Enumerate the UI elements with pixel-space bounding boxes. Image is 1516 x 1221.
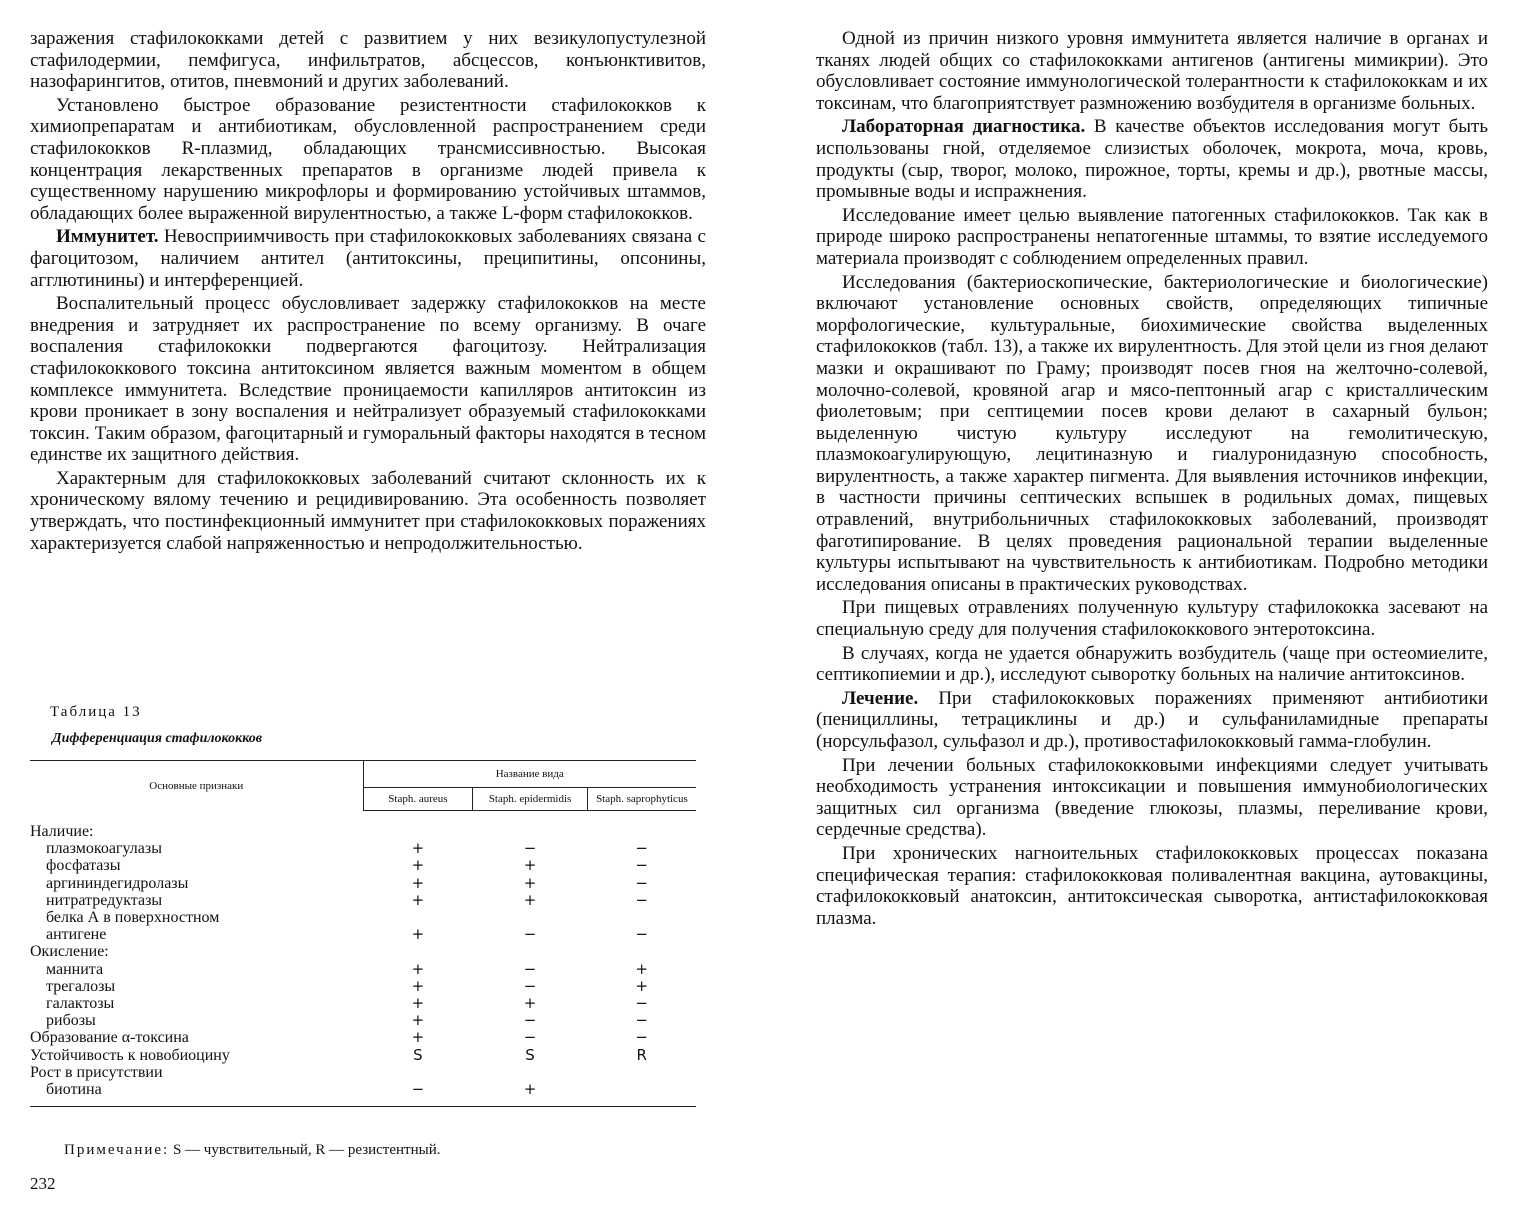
cell-value xyxy=(363,1064,473,1081)
cell-value: + xyxy=(635,959,648,978)
row-label: галактозы xyxy=(46,995,115,1013)
paragraph xyxy=(30,226,706,291)
section-heading: Иммунитет. xyxy=(56,226,159,248)
cell-value: + xyxy=(411,1011,425,1030)
row-label: фосфатазы xyxy=(46,857,121,875)
section-heading: Лабораторная диагностика. xyxy=(842,116,1086,138)
row-label: маннита xyxy=(46,960,104,978)
table-row xyxy=(30,909,696,926)
table-row xyxy=(30,840,696,857)
row-label: белка А в поверхностном xyxy=(46,909,220,927)
paragraph-text: При стафилококковых поражениях применяют антибиотики (пенициллины, тетрациклины и др.) и сульфаниламидные препараты (норсульфазол, сульфазол и др.), противостафилококковый гамма-глобулин. xyxy=(816,687,1488,752)
cell-value: + xyxy=(523,890,537,909)
left-page-text xyxy=(30,28,706,554)
cell-value: R xyxy=(636,1045,647,1064)
cell-value: − xyxy=(523,976,537,995)
cell-value: − xyxy=(523,1011,537,1030)
table-note xyxy=(64,1142,440,1159)
table-title: Дифференциация стафилококков xyxy=(52,731,263,746)
table-row xyxy=(30,892,696,909)
cell-value: S xyxy=(413,1045,423,1064)
paragraph: В случаях, когда не удается обнаружить возбудитель (чаще при остеомиелите, септикопиемии и др.), исследуют сыворотку больных на наличие антитоксинов. xyxy=(816,642,1488,686)
paragraph: Исследование имеет целью выявление патогенных стафилококков. Так как в природе широко распространены непатогенные штаммы, то взятие исследуемого материала производят с соблюдением определенных правил. xyxy=(816,204,1488,269)
header-group: Название вида xyxy=(363,761,696,788)
row-label: Рост в присутствии xyxy=(30,1063,163,1081)
row-label: биотина xyxy=(30,1081,363,1107)
paragraph-text: Невосприимчивость при стафилококковых заболеваниях связана с фагоцитозом, наличием антител (антитоксины, преципитины, опсонины, агглютинины) и интерференцией. xyxy=(30,226,706,291)
paragraph xyxy=(816,688,1488,753)
cell-value xyxy=(587,823,696,840)
paragraph: заражения стафилококками детей с развитием у них везикулопустулезной стафилодермии, пемфигуса, инфильтратов, абсцессов, конъюнктивитов, назофарингитов, отитов, пневмоний и других заболеваний. xyxy=(30,28,706,93)
paragraph: При пищевых отравлениях полученную культуру стафилококка засевают на специальную среду для получения стафилококкового энтеротоксина. xyxy=(816,597,1488,641)
table-row xyxy=(30,1064,696,1081)
row-label: Наличие: xyxy=(30,823,94,840)
table-row xyxy=(30,823,696,840)
paragraph: Характерным для стафилококковых заболеваний считают склонность их к хроническому вялому течению и рецидивированию. Эта особенность позволяет утверждать, что постинфекционный иммунитет при стафилококковых поражениях характеризуется слабой напряженностью и непродолжительностью. xyxy=(30,467,706,554)
cell-value xyxy=(473,943,588,960)
header-species: Staph. epidermidis xyxy=(473,788,588,811)
table-row xyxy=(30,857,696,874)
row-label: трегалозы xyxy=(46,977,116,995)
paragraph: Исследования (бактериоскопические, бактериологические и биологические) включают установление основных свойств, определяющих типичные морфологические, культуральные, биохимические свойства выделенных стафилококков (табл. 13), а также их вирулентность. Для этой цели из гноя делают мазки и окрашивают по Граму; производят посев гноя на желточно-солевой, молочно-солевой, кровяной агар и мясо-пептонный агар с кристаллическим фиолетовым; при септицемии посев крови делают в сахарный бульон; выделенную чистую культуру исследуют на гемолитическую, плазмокоагулирующую, лецитиназную и гиалуронидазную способность, вирулентность, а также характер пигмента. Для выявления источников инфекции, в частности причины септических вспышек в родильных домах, пищевых отравлений, внутрибольничных стафилококковых заболеваний, производят фаготипирование. В целях проведения рациональной терапии выделенные культуры испытывают на чувствительность к антибиотикам. Подробно методики исследования описаны в практических руководствах. xyxy=(816,271,1488,595)
cell-value: + xyxy=(411,994,425,1013)
paragraph: При лечении больных стафилококковыми инфекциями следует учитывать необходимость устранения интоксикации и повышения иммунобиологических защитных сил организма (введение глюкозы, плазмы, переливание крови, сердечные средства). xyxy=(816,754,1488,841)
cell-value xyxy=(587,909,696,926)
table-body xyxy=(30,811,696,1107)
cell-value: + xyxy=(635,976,648,995)
paragraph: Установлено быстрое образование резистентности стафилококков к химиопрепаратам и антибиотикам, обусловленной распространением среди стафилококков R-плазмид, обладающих трансмиссивностью. Высокая концентрация лекарственных препаратов в организме людей привела к существенному нарушению микрофлоры и формированию устойчивых штаммов, обладающих более выраженной вирулентностью, а также L-форм стафилококков. xyxy=(30,94,706,224)
cell-value: − xyxy=(635,873,648,892)
table-row xyxy=(30,943,696,960)
header-species: Staph. aureus xyxy=(363,788,473,811)
cell-value xyxy=(473,1064,588,1081)
table-row xyxy=(30,978,696,995)
row-label: рибозы xyxy=(46,1012,96,1030)
header-species: Staph. saprophyticus xyxy=(587,788,696,811)
cell-value: + xyxy=(473,1081,588,1107)
cell-value: + xyxy=(523,873,537,892)
right-page-text xyxy=(816,28,1488,929)
cell-value: − xyxy=(635,856,648,875)
row-label: антигене xyxy=(46,926,107,944)
paragraph: Воспалительный процесс обусловливает задержку стафилококков на месте внедрения и затрудняет их распространение по всему организму. В очаге воспаления стафилококки подвергаются фагоцитозу. Нейтрализация стафилококкового токсина антитоксином является важным моментом в общем комплексе иммунитета. Вследствие проницаемости капилляров антитоксин из крови проникает в зону воспаления и нейтрализует образуемый стафилококками токсин. Таким образом, фагоцитарный и гуморальный факторы находятся в тесном единстве их защитного действия. xyxy=(30,293,706,466)
cell-value: − xyxy=(635,1028,648,1047)
cell-value xyxy=(363,909,473,926)
cell-value: − xyxy=(523,959,537,978)
page-number: 232 xyxy=(30,1174,56,1193)
row-label: Устойчивость к новобиоцину xyxy=(30,1046,230,1064)
cell-value: − xyxy=(523,839,537,858)
table-row xyxy=(30,875,696,892)
paragraph xyxy=(816,116,1488,202)
table-caption: Таблица 13 xyxy=(50,704,142,720)
cell-value: − xyxy=(635,890,648,909)
paragraph: При хронических нагноительных стафилококковых процессах показана специфическая терапия: стафилококковая поливалентная вакцина, аутовакцины, стафилококковый анатоксин, антитоксическая сыворотка, антистафилококковая плазма. xyxy=(816,842,1488,929)
row-label: аргининдегидролазы xyxy=(46,874,189,892)
table-row xyxy=(30,1029,696,1046)
header-main: Основные признаки xyxy=(30,761,363,811)
table-row xyxy=(30,961,696,978)
cell-value: − xyxy=(523,925,537,944)
table-row xyxy=(30,1012,696,1029)
paragraph: Одной из причин низкого уровня иммунитета является наличие в органах и тканях людей общих со стафилококками антигенов (антигены мимикрии). Это обусловливает состояние иммунологической толерантности к стафилококкам и их токсинам, что благоприятствует размножению возбудителя в организме больных. xyxy=(816,28,1488,114)
cell-value: + xyxy=(411,856,425,875)
row-label: Окисление: xyxy=(30,943,109,961)
cell-value: + xyxy=(411,839,425,858)
cell-value: + xyxy=(411,925,425,944)
cell-value: + xyxy=(411,873,425,892)
cell-value xyxy=(473,823,588,840)
row-label: Образование α-токсина xyxy=(30,1029,189,1047)
cell-value: − xyxy=(635,839,648,858)
row-label: плазмокоагулазы xyxy=(46,840,162,858)
cell-value: − xyxy=(523,1028,537,1047)
cell-value: + xyxy=(411,976,425,995)
cell-value: − xyxy=(635,925,648,944)
differentiation-table xyxy=(30,760,696,1107)
cell-value: + xyxy=(411,959,425,978)
table-row xyxy=(30,995,696,1012)
section-heading: Лечение. xyxy=(842,687,919,709)
row-label: нитратредуктазы xyxy=(46,891,163,909)
cell-value: S xyxy=(525,1045,535,1064)
cell-value xyxy=(473,909,588,926)
table-row xyxy=(30,1047,696,1064)
cell-value xyxy=(363,943,473,960)
cell-value: + xyxy=(411,890,425,909)
paragraph-text: В качестве объектов исследования могут быть использованы гной, отделяемое слизистых оболочек, мокрота, моча, кровь, продукты (сыр, творог, молоко, пирожное, торты, кремы и др.), рвотные массы, промывные воды и испражнения. xyxy=(816,116,1488,203)
note-label: Примечание: xyxy=(64,1142,170,1158)
cell-value: − xyxy=(635,994,648,1013)
cell-value xyxy=(587,943,696,960)
cell-value: + xyxy=(523,994,537,1013)
cell-value xyxy=(587,1064,696,1081)
table-row xyxy=(30,1081,696,1107)
cell-value xyxy=(587,1081,696,1107)
cell-value: + xyxy=(411,1028,425,1047)
cell-value: − xyxy=(635,1011,648,1030)
cell-value: + xyxy=(523,856,537,875)
cell-value xyxy=(363,823,473,840)
cell-value: − xyxy=(363,1081,473,1107)
table-row xyxy=(30,926,696,943)
note-text: S — чувствительный, R — резистентный. xyxy=(169,1142,441,1158)
